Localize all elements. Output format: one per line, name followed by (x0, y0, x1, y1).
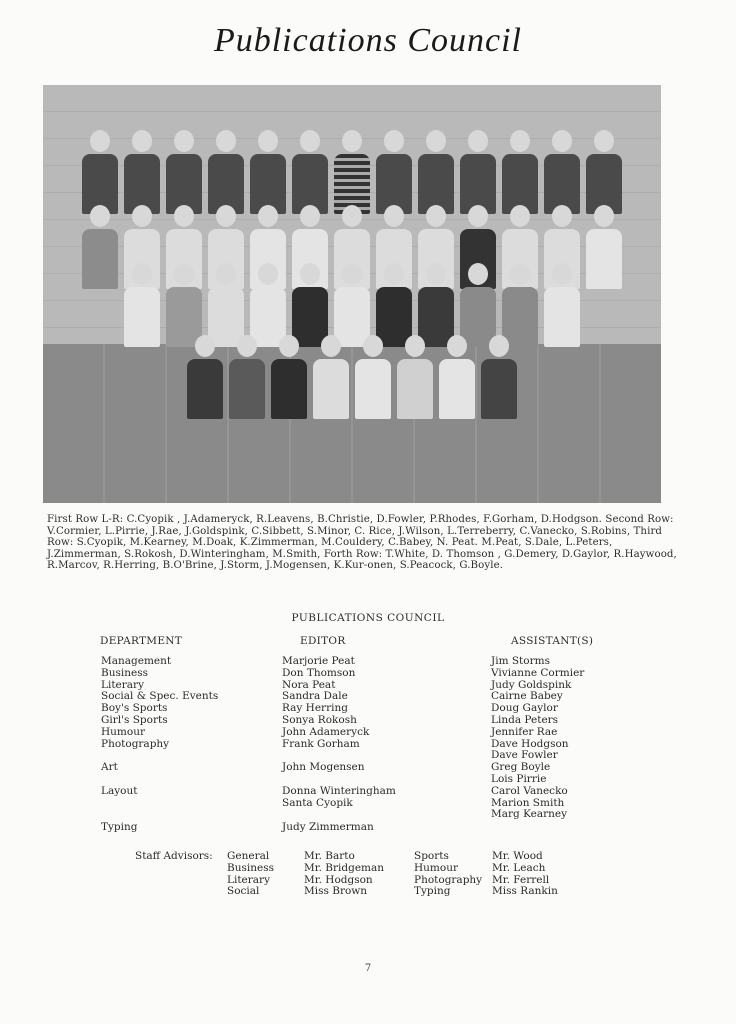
editor-item: Frank Gorham (282, 737, 360, 750)
editor-item: Sonya Rokosh (282, 713, 357, 726)
group-photo (43, 85, 661, 503)
department-item: Management (101, 655, 172, 667)
advisor-name: Miss Rankin (492, 885, 558, 898)
assistant-item: Carol Vanecko (491, 784, 568, 797)
assistant-list (491, 656, 584, 821)
page-number: 7 (364, 963, 372, 974)
photo-caption: First Row L-R: C.Cyopik , J.Adameryck, R.Leavens, B.Christie, D.Fowler, P.Rhodes, F.Gorham, D.Hodgson. Second Row: V.Cormier, L.Pirrie, J.Rae, J.Goldspink, C.Sibbett, S.Minor, C. Rice, J.Wilson, L.Terreberry, C.Vanecko, S.Robins, Third Row: S.Cyopik, M.Kearney, M.Doak, K.Zimmerman, M.Couldery, C.Babey, N. Peat. M.Peat, S.Dale, L.Peters, J.Zimmerman, S.Rokosh, D.Winteringham, M.Smith, Forth Row: T.White, D. Thomson , G.Demery, D.Gaylor, R.Haywood, R.Marcov, R.Herring, B.O'Brine, J.Storm, J.Mogensen, K.Kur-onen, S.Peacock, G.Boyle. (47, 514, 677, 571)
advisor-name: Mr. Wood (492, 850, 543, 862)
staff-advisor-names-left (304, 851, 384, 898)
assistant-item: Dave Fowler (491, 749, 558, 762)
staff-advisor-areas-right (414, 851, 482, 898)
advisor-area: Typing (414, 885, 451, 898)
photo-row-front (43, 335, 661, 419)
department-item: Social & Spec. Events (101, 690, 219, 703)
assistant-item: Vivianne Cormier (491, 666, 585, 679)
assistant-item: Marion Smith (491, 796, 565, 809)
department-list (101, 656, 218, 834)
department-item: Boy's Sports (101, 702, 168, 715)
advisor-name: Mr. Barto (304, 850, 355, 862)
staff-advisor-names-right (492, 851, 558, 898)
assistant-item: Greg Boyle (491, 761, 551, 774)
editor-item: Sandra Dale (282, 690, 348, 703)
department-item: Girl's Sports (101, 713, 168, 726)
advisor-area: Sports (414, 850, 449, 862)
department-column-header: DEPARTMENT (100, 635, 183, 647)
editor-item: Nora Peat (282, 678, 336, 691)
editor-item: Marjorie Peat (282, 655, 355, 667)
council-heading: PUBLICATIONS COUNCIL (291, 612, 445, 624)
editor-item: John Adameryck (282, 725, 370, 738)
advisor-area: Photography (414, 873, 483, 886)
assistant-item: Jennifer Rae (491, 725, 558, 738)
editor-item: Ray Herring (282, 702, 348, 715)
advisor-name: Mr. Bridgeman (304, 861, 385, 874)
department-item: Literary (101, 678, 144, 691)
advisor-area: Humour (414, 861, 458, 874)
advisor-area: Social (227, 885, 260, 898)
editor-item: Santa Cyopik (282, 796, 353, 809)
advisor-name: Mr. Hodgson (304, 873, 373, 886)
page-title: Publications Council (213, 22, 523, 59)
editor-item: John Mogensen (282, 761, 365, 774)
assistant-item: Lois Pirrie (491, 772, 547, 785)
assistant-item: Doug Gaylor (491, 702, 558, 715)
editor-item: Don Thomson (282, 666, 356, 679)
department-item: Typing (101, 820, 138, 833)
assistant-item: Marg Kearney (491, 808, 568, 821)
department-item: Art (101, 761, 118, 774)
staff-advisor-areas-left (227, 851, 274, 898)
advisor-area: Literary (227, 873, 270, 886)
department-item: Humour (101, 725, 145, 738)
assistant-item: Jim Storms (491, 655, 550, 667)
assistant-item: Dave Hodgson (491, 737, 569, 750)
staff-advisors-label: Staff Advisors: (135, 850, 213, 862)
assistant-item: Judy Goldspink (491, 678, 572, 691)
department-item: Photography (101, 737, 170, 750)
advisor-area: General (227, 850, 270, 862)
assistants-column-header: ASSISTANT(S) (511, 635, 594, 647)
department-item: Business (101, 666, 148, 679)
advisor-area: Business (227, 861, 274, 874)
editor-item: Judy Zimmerman (282, 820, 374, 833)
assistant-item: Cairne Babey (491, 690, 563, 703)
advisor-name: Mr. Ferrell (492, 873, 550, 886)
department-item: Layout (101, 785, 138, 798)
editor-column-header: EDITOR (300, 635, 346, 647)
advisor-name: Miss Brown (304, 885, 368, 898)
editor-item: Donna Winteringham (282, 785, 396, 798)
editor-list (282, 656, 396, 834)
advisor-name: Mr. Leach (492, 861, 546, 874)
assistant-item: Linda Peters (491, 713, 559, 726)
photo-row-back (43, 130, 661, 214)
